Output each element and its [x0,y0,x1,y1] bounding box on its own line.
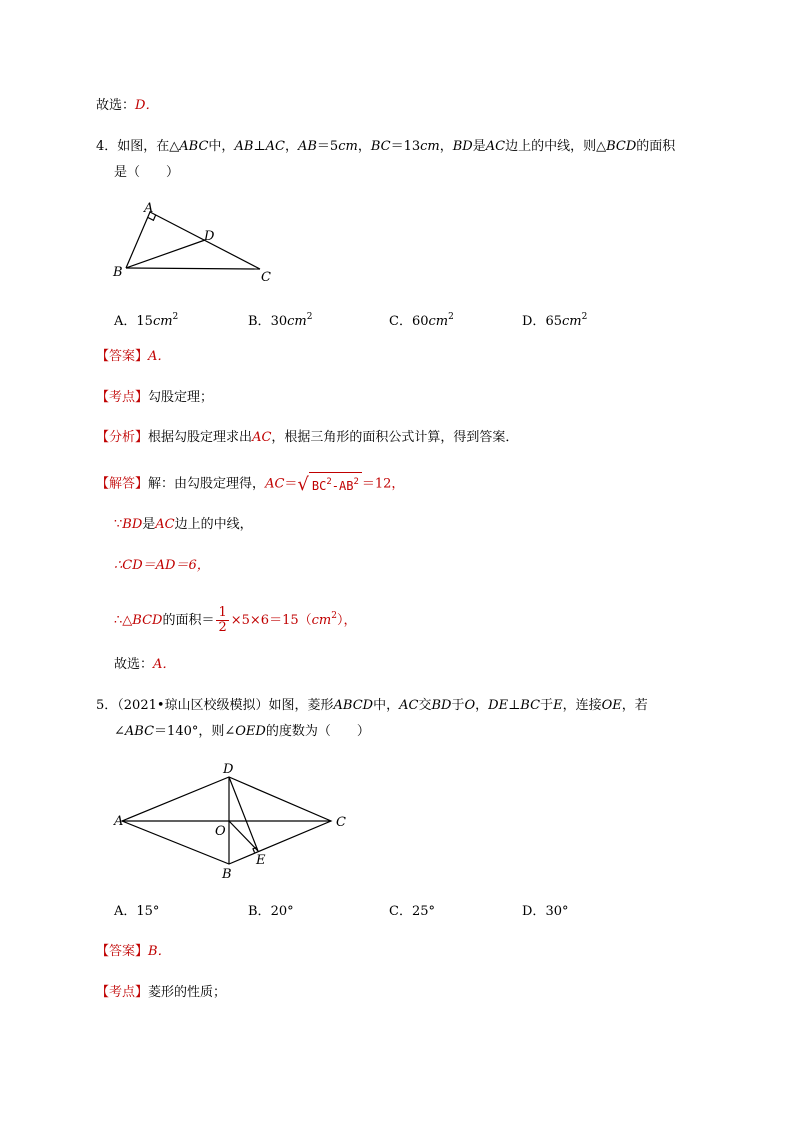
q4-text: ， [284,139,298,154]
option-exp: 2 [581,312,588,322]
prev-answer [96,97,158,115]
q5-var: OE [601,698,622,713]
kaodian-tag: 考点 [109,390,136,405]
q4-label-c: C [261,270,271,285]
option-value: 25° [411,904,435,919]
answer-value: A． [148,349,171,364]
option-letter: A． [114,904,137,919]
bracket-close: 】 [135,430,149,445]
q5-label-e: E [256,853,266,868]
radicand-bc: BC [311,479,327,493]
because-symbol: ∵ [114,517,123,532]
bracket-open: 【 [96,944,110,959]
step-var: BD [122,517,143,532]
fenxi-tag: 分析 [109,430,136,445]
q4-text: 是 [472,139,486,154]
option-letter: B． [248,314,271,329]
fenxi-text: 根据勾股定理求出 [148,430,253,445]
q5-var: BD [431,698,452,713]
jieda-eq: ＝ [284,476,298,492]
step-text: ∴△ [114,613,133,628]
fraction-numerator: 1 [218,605,227,620]
q5-option-b [248,903,294,921]
q4-step-3 [114,598,356,639]
q4-kaodian [96,389,213,407]
step-text: ×5×6＝15（ [230,613,312,628]
bracket-open: 【 [96,390,110,405]
q4-segment-bd [126,240,205,268]
q5-kaodian [96,984,226,1002]
q4-var: BD [452,139,473,154]
q4-label-b: B [113,265,123,280]
q4-number: 4． [96,139,118,154]
radical-sign: √ [297,474,309,495]
option-exp: 2 [306,312,313,322]
q5-answer [96,943,171,961]
q4-var: AB [297,139,317,154]
step-var: BCD [132,613,163,628]
q4-step-1 [114,516,253,534]
q5-label-b: B [222,867,232,882]
bracket-close: 】 [135,985,149,1000]
q5-var: O [464,698,476,713]
bracket-open: 【 [96,985,110,1000]
q4-option-d [522,308,587,331]
final-value: A． [153,657,176,672]
q5-text: 的度数为（ ） [265,724,370,739]
option-value: 30 [270,314,288,329]
q4-option-b [248,308,312,331]
step-text: 的面积＝ [162,613,215,628]
q4-fenxi [96,429,518,447]
jieda-result: ＝12， [361,476,405,492]
q5-number: 5． [96,698,118,713]
q4-stem-line1 [96,138,675,156]
q5-var: ABC [124,724,155,739]
q5-var: E [553,698,563,713]
bracket-close: 】 [135,390,149,405]
q5-var: DE⊥BC [488,698,541,713]
q4-var: AC [485,139,506,154]
q4-text: ， [439,139,453,154]
q5-stem-line1 [96,697,648,715]
q4-unit: cm [420,139,440,154]
q5-text: 交 [418,698,432,713]
option-letter: D． [522,904,546,919]
fenxi-text: ，根据三角形的面积公式计算，得到答案． [271,430,519,445]
q4-text: 中， [208,139,235,154]
q4-text: ＝5 [316,139,339,154]
jieda-text: 解：由勾股定理得， [148,476,266,492]
q5-option-a [114,903,159,921]
radicand-ab: -AB [331,479,354,493]
prev-answer-label: 故选： [96,98,136,113]
option-letter: D． [522,314,546,329]
step-text: 边上的中线， [174,517,253,532]
option-value: 15 [136,314,153,329]
q4-var: BCD [606,139,637,154]
q5-label-c: C [336,815,346,830]
q5-label-d: D [223,762,234,777]
step-text: 是 [142,517,156,532]
q4-final [114,656,175,674]
jieda-tag: 解答 [109,476,136,492]
q5-text: ，连接 [562,698,602,713]
q4-text: ， [357,139,371,154]
q5-text: 于 [540,698,554,713]
q5-text: 于 [451,698,465,713]
bracket-open: 【 [96,430,110,445]
step-exp: 2 [331,611,337,621]
q4-var: ABC [179,139,209,154]
q5-text: ∠ [114,724,125,739]
q5-var: AC [399,698,419,713]
q5-text: 中， [373,698,400,713]
kaodian-tag: 考点 [109,985,136,1000]
answer-tag: 答案 [109,349,136,364]
option-unit: cm [152,314,173,329]
q4-triangle-figure [108,198,278,288]
q4-text: 边上的中线，则△ [505,139,607,154]
option-letter: C． [389,314,412,329]
bracket-open: 【 [96,349,110,364]
bracket-close: 】 [135,349,149,364]
q4-option-a [114,308,178,331]
q5-label-a: A [114,814,124,829]
kaodian-text: 菱形的性质； [148,985,227,1000]
q4-answer [96,348,170,366]
q5-text: ， [475,698,489,713]
q4-text: 的面积 [636,139,676,154]
q4-label-a: A [144,201,154,216]
option-unit: cm [287,314,307,329]
option-value: 20° [270,904,294,919]
fenxi-var: AC [252,430,272,445]
q4-text: 如图，在△ [117,139,180,154]
q4-step-2: ∴CD＝AD＝6， [114,558,210,573]
option-exp: 2 [172,312,179,322]
q5-var: OED [235,724,266,739]
option-unit: cm [561,314,582,329]
option-value: 30° [545,904,569,919]
q4-option-c [389,308,454,331]
q5-text: ＝140°，则∠ [154,724,236,739]
radicand-exp: 2 [326,477,332,487]
q5-option-c [389,903,435,921]
option-value: 65 [545,314,562,329]
jieda-var: AC [265,476,285,492]
q5-rhombus-figure [108,758,358,882]
q4-segment-bc [126,268,260,269]
sqrt-expression [297,472,361,496]
final-label: 故选： [114,657,154,672]
answer-tag: 答案 [109,944,136,959]
bracket-close: 】 [135,944,149,959]
step-unit: cm [311,613,332,628]
q4-text: ＝13 [390,139,421,154]
step-var: AC [155,517,175,532]
q4-label-d: D [204,229,215,244]
radicand [309,472,362,495]
q4-unit: cm [338,139,358,154]
option-unit: cm [428,314,449,329]
q4-jieda [96,472,404,496]
radicand-exp: 2 [353,477,359,487]
option-value: 15° [136,904,160,919]
q4-stem-line2: 是（ ） [114,165,180,180]
option-exp: 2 [448,312,454,322]
q5-option-d [522,903,568,921]
step-text: ）， [336,613,357,628]
q5-segment-oe [229,821,258,851]
kaodian-text: 勾股定理； [148,390,214,405]
fraction-denominator: 2 [218,620,227,635]
prev-answer-value: D． [135,98,159,113]
fraction-one-half [216,606,228,635]
bracket-close: 】 [135,476,149,492]
option-letter: C． [389,904,412,919]
q5-label-o: O [215,824,226,839]
q4-segment-ab [126,212,150,268]
q5-var: ABCD [333,698,374,713]
q5-text: ，若 [621,698,648,713]
option-value: 60 [411,314,429,329]
bracket-open: 【 [96,476,110,492]
q4-var: AB⊥AC [234,139,285,154]
option-letter: B． [248,904,271,919]
q4-var: BC [370,139,391,154]
option-letter: A． [114,314,137,329]
q5-stem-line2 [114,723,370,741]
q5-text: （2021•琼山区校级模拟）如图，菱形 [117,698,334,713]
answer-value: B． [148,944,171,959]
